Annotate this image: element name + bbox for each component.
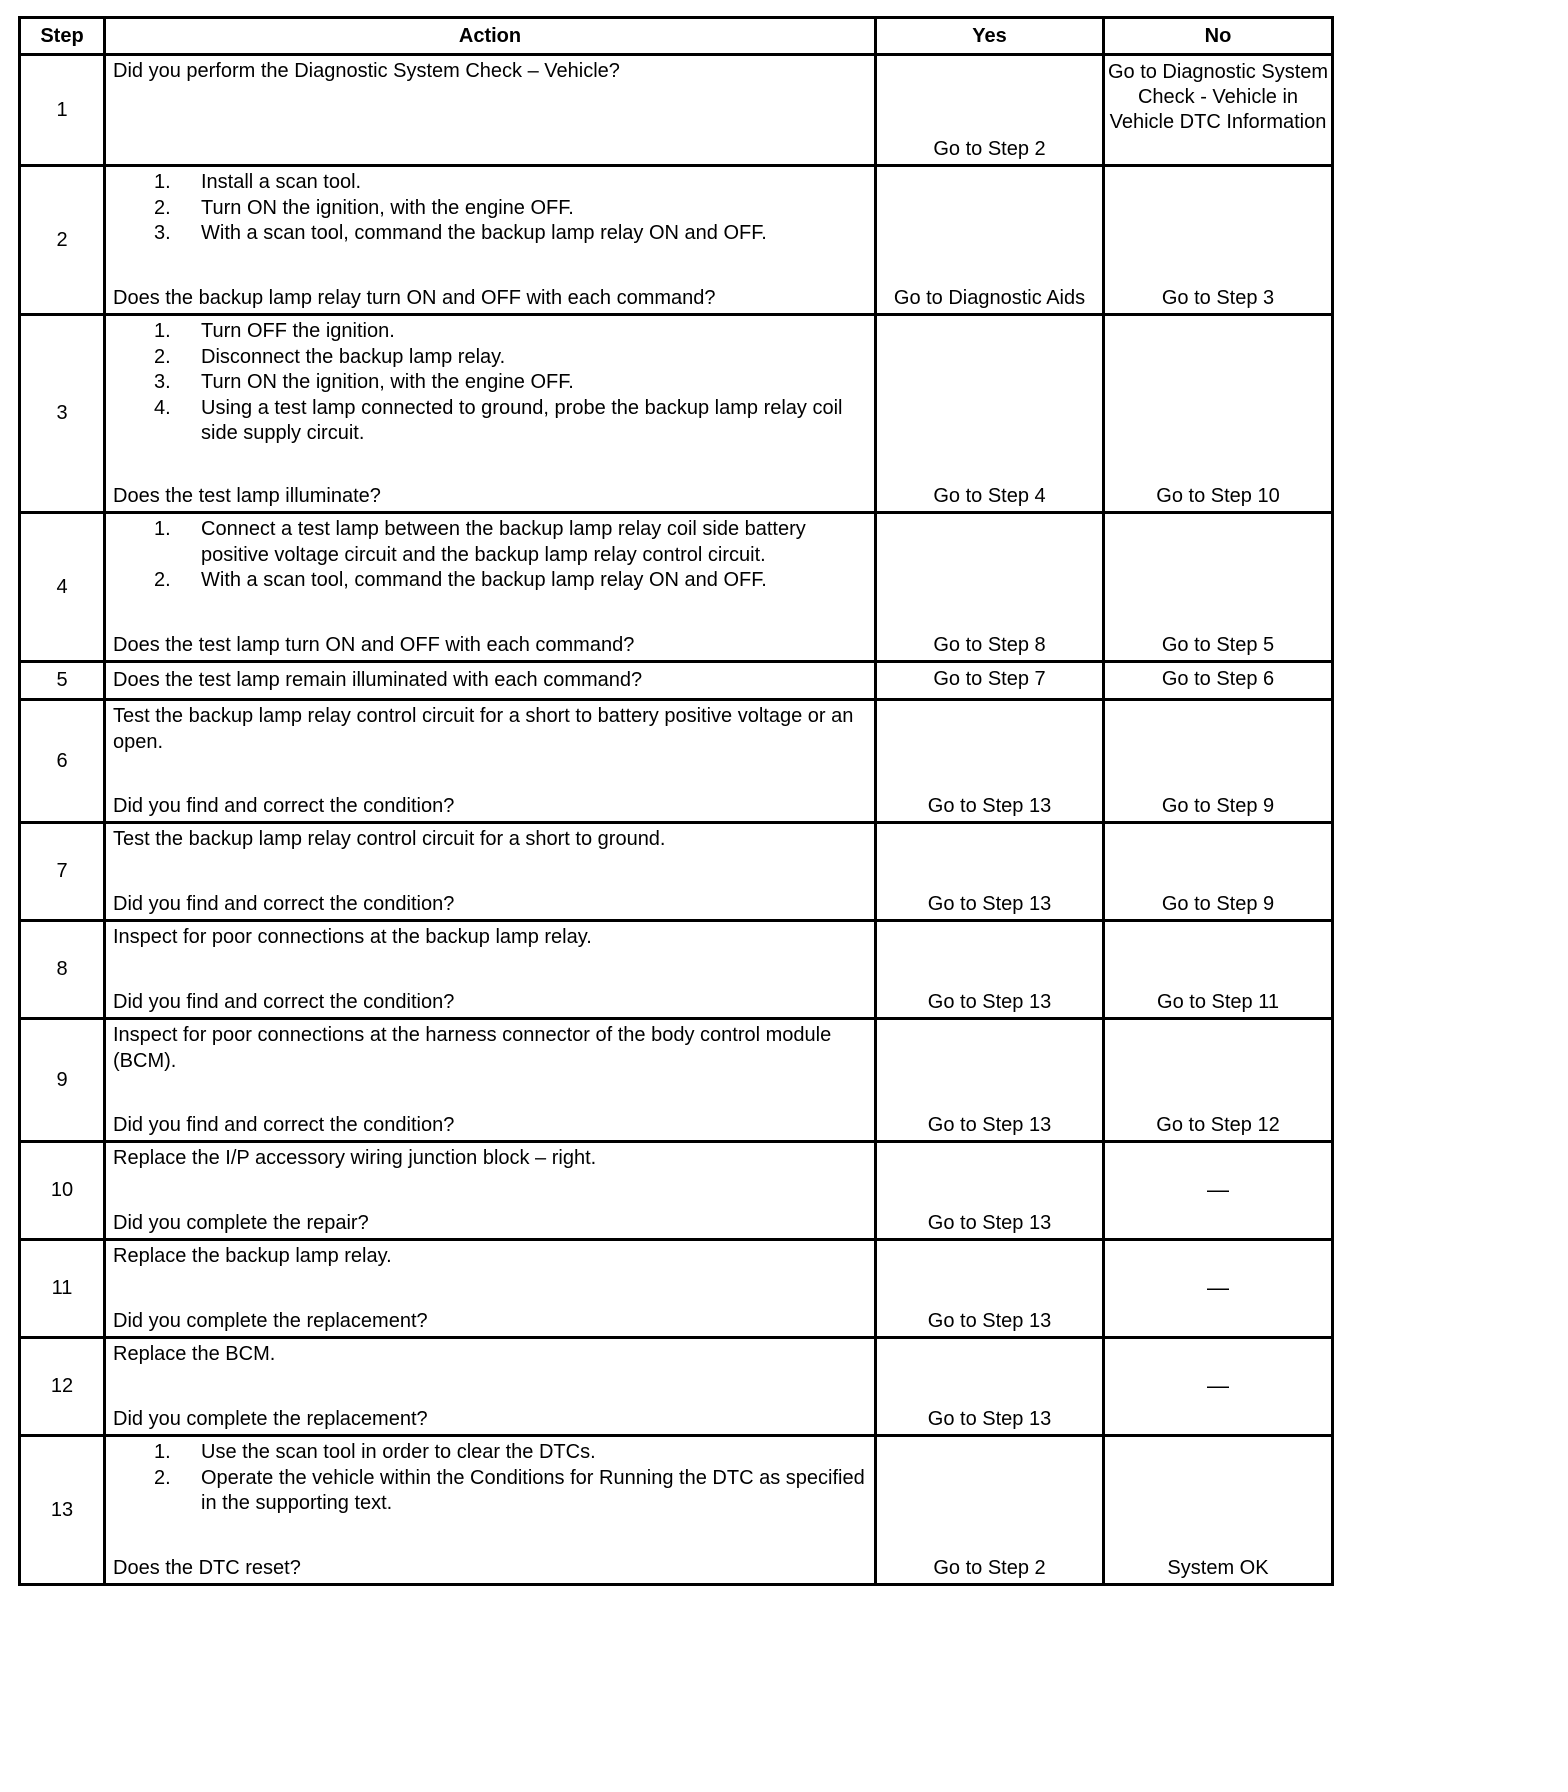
procedure-item-number: 1.: [154, 320, 171, 342]
procedure-list: [113, 1440, 868, 1517]
yes-result: Go to Step 13: [876, 1019, 1104, 1142]
header-step: Step: [20, 18, 105, 55]
step-number: 9: [20, 1019, 105, 1142]
yes-result: Go to Step 13: [876, 921, 1104, 1019]
step-number: 12: [20, 1338, 105, 1436]
action-cell: [105, 823, 876, 921]
procedure-item-number: 1.: [154, 518, 171, 540]
no-result: Go to Step 3: [1104, 166, 1333, 315]
yes-result: Go to Step 13: [876, 700, 1104, 823]
procedure-item: [154, 370, 868, 396]
yes-result: Go to Step 13: [876, 1142, 1104, 1240]
action-cell: [105, 513, 876, 662]
no-result: Go to Step 6: [1104, 662, 1333, 700]
procedure-item: [154, 517, 868, 568]
table-row: [20, 1436, 1333, 1585]
action-cell: [105, 166, 876, 315]
action-cell: [105, 921, 876, 1019]
procedure-list: [113, 517, 868, 594]
procedure-item: [154, 345, 868, 371]
procedure-item-number: 3.: [154, 222, 171, 244]
action-cell: [105, 55, 876, 166]
action-instructions: [113, 517, 868, 594]
procedure-item-text: Using a test lamp connected to ground, probe the backup lamp relay coil side supply circuit.: [201, 396, 843, 444]
action-question: Does the test lamp turn ON and OFF with each command?: [113, 633, 635, 656]
header-row: [20, 18, 1333, 55]
no-result: Go to Step 11: [1104, 921, 1333, 1019]
action-text: Did you perform the Diagnostic System Check – Vehicle?: [113, 60, 620, 82]
table-row: [20, 921, 1333, 1019]
action-instructions: [113, 1244, 868, 1270]
action-cell: [105, 700, 876, 823]
step-number: 10: [20, 1142, 105, 1240]
procedure-item-text: Operate the vehicle within the Conditions for Running the DTC as specified in the supporting text.: [201, 1466, 865, 1514]
procedure-item-text: With a scan tool, command the backup lamp relay ON and OFF.: [201, 569, 767, 591]
yes-result: Go to Diagnostic Aids: [876, 166, 1104, 315]
header-no: No: [1104, 18, 1333, 55]
table-row: [20, 166, 1333, 315]
procedure-list: [113, 170, 868, 247]
table-row: [20, 700, 1333, 823]
procedure-item: [154, 319, 868, 345]
no-result: System OK: [1104, 1436, 1333, 1585]
procedure-item-text: Connect a test lamp between the backup lamp relay coil side battery positive voltage circuit and the backup lamp relay control circuit.: [201, 518, 806, 566]
procedure-item-number: 3.: [154, 371, 171, 393]
action-cell: [105, 1436, 876, 1585]
procedure-item: [154, 1440, 868, 1466]
action-question: Does the test lamp remain illuminated with each command?: [113, 669, 643, 692]
header-action: Action: [105, 18, 876, 55]
yes-result: Go to Step 7: [876, 662, 1104, 700]
yes-result: Go to Step 2: [876, 1436, 1104, 1585]
table-row: [20, 315, 1333, 513]
action-text: Replace the BCM.: [113, 1343, 276, 1365]
step-number: 7: [20, 823, 105, 921]
table-row: [20, 662, 1333, 700]
diagnostic-table: [18, 16, 1334, 1586]
action-question: Does the backup lamp relay turn ON and OFF with each command?: [113, 286, 716, 309]
action-instructions: [113, 59, 868, 85]
action-text: Replace the backup lamp relay.: [113, 1245, 392, 1267]
step-number: 4: [20, 513, 105, 662]
step-number: 8: [20, 921, 105, 1019]
procedure-item-number: 1.: [154, 171, 171, 193]
procedure-item-number: 2.: [154, 345, 171, 368]
procedure-item-number: 2.: [154, 1466, 171, 1489]
action-text: Inspect for poor connections at the harness connector of the body control module (BCM).: [113, 1024, 832, 1072]
no-result: Go to Step 9: [1104, 823, 1333, 921]
no-result: —: [1104, 1142, 1333, 1240]
action-question: Did you complete the replacement?: [113, 1407, 428, 1430]
action-question: Did you find and correct the condition?: [113, 794, 455, 817]
table-row: [20, 823, 1333, 921]
action-text: Replace the I/P accessory wiring junction block – right.: [113, 1147, 597, 1169]
procedure-item: [154, 396, 868, 447]
table-row: [20, 55, 1333, 166]
header-yes: Yes: [876, 18, 1104, 55]
table-row: [20, 1019, 1333, 1142]
yes-result: Go to Step 2: [876, 55, 1104, 166]
procedure-item-text: Turn OFF the ignition.: [201, 320, 395, 342]
no-result: Go to Step 9: [1104, 700, 1333, 823]
action-cell: [105, 1019, 876, 1142]
procedure-item-text: Turn ON the ignition, with the engine OFF.: [201, 196, 574, 219]
no-result: Go to Step 12: [1104, 1019, 1333, 1142]
action-question: Did you complete the repair?: [113, 1211, 369, 1234]
action-question: Does the test lamp illuminate?: [113, 484, 381, 507]
procedure-list: [113, 319, 868, 447]
action-cell: [105, 1240, 876, 1338]
action-text: Inspect for poor connections at the backup lamp relay.: [113, 926, 592, 948]
procedure-item-number: 2.: [154, 196, 171, 219]
action-instructions: [113, 827, 868, 853]
procedure-item-number: 1.: [154, 1441, 171, 1463]
action-instructions: [113, 319, 868, 447]
procedure-item-number: 4.: [154, 396, 171, 419]
table-row: [20, 513, 1333, 662]
yes-result: Go to Step 13: [876, 1338, 1104, 1436]
table-row: [20, 1338, 1333, 1436]
action-instructions: [113, 925, 868, 951]
action-cell: [105, 1142, 876, 1240]
action-question: Did you find and correct the condition?: [113, 990, 455, 1013]
action-instructions: [113, 1146, 868, 1172]
procedure-item-text: Turn ON the ignition, with the engine OFF.: [201, 371, 574, 393]
action-text: Test the backup lamp relay control circuit for a short to ground.: [113, 828, 666, 850]
action-question: Does the DTC reset?: [113, 1556, 301, 1579]
action-instructions: [113, 170, 868, 247]
step-number: 3: [20, 315, 105, 513]
step-number: 5: [20, 662, 105, 700]
table-row: [20, 1240, 1333, 1338]
step-number: 11: [20, 1240, 105, 1338]
no-result: —: [1104, 1338, 1333, 1436]
no-result: —: [1104, 1240, 1333, 1338]
yes-result: Go to Step 4: [876, 315, 1104, 513]
step-number: 2: [20, 166, 105, 315]
step-number: 6: [20, 700, 105, 823]
yes-result: Go to Step 13: [876, 823, 1104, 921]
action-instructions: [113, 1440, 868, 1517]
procedure-item: [154, 568, 868, 594]
procedure-item-text: Disconnect the backup lamp relay.: [201, 345, 506, 368]
procedure-item-text: Use the scan tool in order to clear the DTCs.: [201, 1441, 596, 1463]
step-number: 13: [20, 1436, 105, 1585]
action-text: Test the backup lamp relay control circuit for a short to battery positive voltage or an open.: [113, 705, 854, 753]
yes-result: Go to Step 13: [876, 1240, 1104, 1338]
action-instructions: [113, 1023, 868, 1074]
procedure-item: [154, 1466, 868, 1517]
action-instructions: [113, 1342, 868, 1368]
procedure-item: [154, 221, 868, 247]
procedure-item: [154, 196, 868, 222]
action-instructions: [113, 704, 868, 755]
procedure-item-number: 2.: [154, 569, 171, 591]
no-result: Go to Diagnostic System Check - Vehicle in Vehicle DTC Information: [1104, 55, 1333, 166]
step-number: 1: [20, 55, 105, 166]
action-cell: [105, 315, 876, 513]
table-body: [20, 55, 1333, 1585]
action-cell: [105, 1338, 876, 1436]
action-cell: [105, 662, 876, 700]
procedure-item: [154, 170, 868, 196]
no-result: Go to Step 5: [1104, 513, 1333, 662]
procedure-item-text: Install a scan tool.: [201, 171, 362, 193]
procedure-item-text: With a scan tool, command the backup lamp relay ON and OFF.: [201, 222, 767, 244]
action-question: Did you find and correct the condition?: [113, 892, 455, 915]
yes-result: Go to Step 8: [876, 513, 1104, 662]
action-question: Did you find and correct the condition?: [113, 1113, 455, 1136]
no-result: Go to Step 10: [1104, 315, 1333, 513]
action-question: Did you complete the replacement?: [113, 1309, 428, 1332]
table-row: [20, 1142, 1333, 1240]
